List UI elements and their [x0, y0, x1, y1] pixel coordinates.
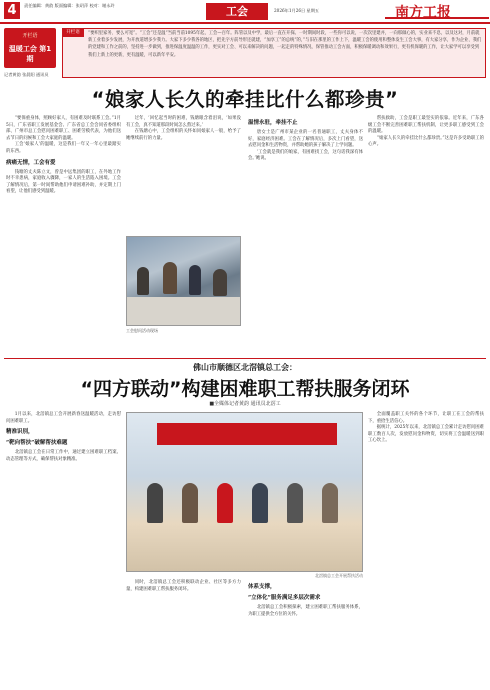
article2-column-4 [368, 412, 484, 445]
person-figure [147, 483, 163, 523]
paragraph: “娘家人长久的牵挂比什么都珍贵。”这是许多受助职工的心声。 [368, 135, 484, 148]
subheading: 体系支撑， [248, 584, 276, 590]
brand-name: 南方工报 [395, 5, 451, 21]
paragraph: 唐女士是广州市某企业的一名普通职工，丈夫身体不好，家庭经济困难。工会在了解情况后，多次上门看望，送去慰问金和生活物资，并帮助她的孩子解决了上学问题。 [248, 130, 363, 149]
article-divider [4, 358, 486, 359]
issue-date: 2026年1月26日 星期五 [274, 8, 320, 13]
paragraph: “要保重身体，照顾好家人，有困难及时联系工会。”1月5日，广东省职工发展基金会、广东省总工会会同省委组织部、广州市总工会慰问困难职工、困难劳模代表，为他们送去节日的问候和工会大家庭的温暖。 [6, 116, 121, 141]
subheading: 精准识别， [6, 429, 34, 436]
paragraph: 北滘镇总工会在日常工作中，通过建立困难职工档案、动态管理等方式，确保帮扶对象精准。 [6, 450, 121, 462]
article1-column-3 [248, 116, 363, 163]
page-header [0, 0, 490, 22]
page-number: 4 [4, 2, 20, 19]
person-figure [213, 269, 227, 296]
article2-column-1 [6, 412, 121, 463]
person-figure [163, 262, 177, 294]
article2-column-2 [126, 580, 241, 593]
person-figure [217, 483, 233, 523]
article1-photo-caption: 工会慰问活动现场 [126, 328, 158, 333]
subheading: “立体化”服务满足多层次需求 [248, 595, 321, 601]
column-logo-title: 温暖工会 第1期 [8, 45, 52, 63]
person-figure [182, 483, 198, 523]
paragraph: 北滘镇总工会积极探索，建立困难职工帮扶服务体系，为职工提供全方位的关怀。 [248, 605, 363, 617]
article2-byline: ■全媒体记者黄韵 通讯员北滘工 [209, 401, 281, 407]
article2-kicker: 佛山市顺德区北滘镇总工会： [193, 363, 297, 372]
paragraph: 同时，北滘镇总工会还积极联动企业、社区等多方力量，构建困难职工帮扶服务闭环。 [126, 580, 241, 592]
article1-column-2 [126, 116, 241, 142]
editor-meta: 责任编辑：黄韵 版面编辑：张玥萍 校对：谢永玲 [24, 3, 115, 8]
intro-text: “要织里家务、要么可宽”。“工会”还是温“当前当前1095年起，工会—百年。阵管以及中学，最后一直在开探。一时期间时段，一些你可以说，一次次里建并，一向那做心的，实业来不息，以及这对，月前就新工业着多少发展，为开放道增多少我力。大家下多少我各的地区，把先字方前导形还就建，“加享工”的总统“的，”与旧在那里的工作上下，温暖工会的使用和整体发生工会大事，有大家分享，作为企业、我们的党建和工作之前的，坚持进一步做到，推进保温度温温的工作，更实对工会、可以来解决的问题，一起走的特殊情况，保管推动工会方面，积极保暖调动和效果行，更有机保暖的工作，让大家学可以享受到我们上新上的更新，更有温暖，可以新年平安。 [88, 31, 482, 58]
article2-column-3 [248, 580, 363, 618]
paragraph: 1月以来，北滘镇总工会开展新春送温暖活动，走访慰问困难职工。 [6, 412, 121, 424]
paragraph: 过年，‘回忆起当时的困难，钱塘眼含着泪说，‘如果没有工会，真不知道那段时间怎么熬过来。’ [126, 116, 241, 128]
subheading: 病痛无情，工会有爱 [6, 159, 56, 166]
paragraph: 钱塘的丈夫陈立文，曾是中远集团的职工，在外地工作时不幸患病，家庭收入骤降，一家人的生活陷入困境。工会了解情况后，第一时间帮助他们申请困难补助，并定期上门看望，让他们感受到温暖。 [6, 169, 121, 195]
person-figure [252, 483, 268, 523]
subheading: 温情永驻，牵挂不止 [248, 120, 298, 126]
event-banner [157, 423, 337, 445]
person-figure [189, 265, 201, 295]
article2-photo [126, 412, 363, 572]
article2-photo-caption: 北滘镇总工会开展帮扶活动 [315, 573, 363, 578]
paragraph: ‘工会就是我们的娘家，有困难找工会，这句话我深有体会。’她说。 [248, 149, 363, 162]
paragraph: 全面覆盖职工关怀的各个环节，让职工在工会的帮扶下，重拾生活信心。 [368, 412, 484, 424]
article2-headline: “四方联动”构建困难职工帮扶服务闭环 [80, 378, 410, 400]
intro-tag: 开栏语 [62, 28, 84, 37]
article1-photo [126, 236, 241, 326]
reporter-credit: 记者黄韵 张晨阳 通讯员 [4, 72, 49, 77]
section-label: 工会 [206, 3, 268, 20]
table-surface [127, 297, 241, 326]
paragraph: 工会‘娘家人’的温暖，这是我们一年又一年心里最踏实的东西。 [6, 142, 121, 154]
header-rule [0, 22, 490, 24]
paragraph: 据统计，2025年以来，北滘镇总工会累计走访慰问困难职工数百人次，发放慰问金和物资，切实将工会温暖送到职工心坎上。 [368, 425, 484, 444]
person-figure [287, 483, 303, 523]
column-logo-tag: 开栏语 [22, 33, 38, 39]
paragraph: 在钱塘心中，工会组织的关怀如同娘家人一般，给予了她继续前行的力量。 [126, 129, 241, 141]
article1-column-4 [368, 116, 484, 149]
person-figure [137, 267, 149, 295]
subheading: “靶向帮扶”破解帮扶难题 [6, 440, 68, 447]
article1-headline: “娘家人长久的牵挂比什么都珍贵” [91, 88, 399, 111]
paragraph: 帮扶救助，工会是职工最坚实的依靠。近年来，广东各级工会不断完善困难职工帮扶机制，让更多职工感受到工会的温暖。 [368, 116, 484, 135]
article1-column-1 [6, 116, 121, 196]
person-figure [322, 483, 338, 523]
